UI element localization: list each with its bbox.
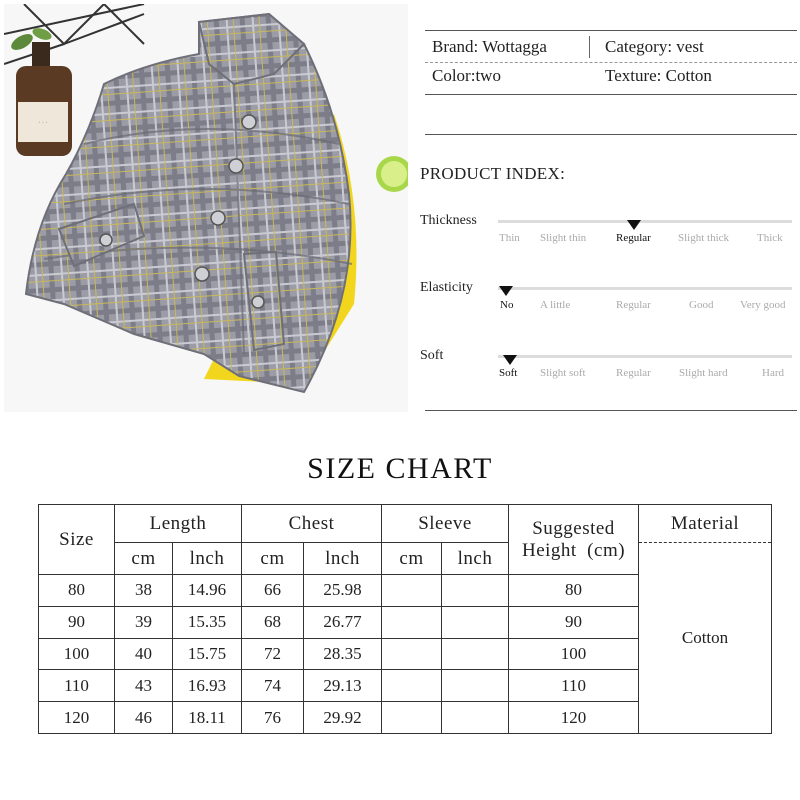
product-index-title: PRODUCT INDEX:	[420, 164, 566, 183]
length-inch-header: lnch	[173, 543, 242, 575]
soft-option: Regular	[616, 367, 651, 379]
size-cell: 80	[39, 575, 115, 607]
texture-text: Texture: Cotton	[605, 66, 712, 85]
elasticity-option: Good	[689, 299, 714, 311]
elasticity-marker-icon	[499, 286, 513, 296]
color-text: Color:two	[432, 66, 501, 85]
height-cell: 90	[509, 606, 639, 638]
thickness-option: Slight thick	[678, 232, 730, 244]
product-photo	[4, 4, 408, 412]
chest-cm-cell: 74	[242, 670, 304, 702]
chest-inch-cell: 28.35	[304, 638, 382, 670]
info-rule-index-bottom	[425, 410, 797, 411]
sleeve-inch-cell	[442, 575, 509, 607]
size-cell: 110	[39, 670, 115, 702]
soft-option: Hard	[762, 367, 784, 379]
sleeve-cm-cell	[382, 670, 442, 702]
chest-cm-cell: 76	[242, 702, 304, 734]
sleeve-header: Sleeve	[382, 505, 509, 543]
size-cell: 100	[39, 638, 115, 670]
length-cm-cell: 38	[115, 575, 173, 607]
soft-option: Slight soft	[540, 367, 586, 379]
category-text: Category: vest	[605, 37, 704, 56]
chest-cm-cell: 68	[242, 606, 304, 638]
thickness-option: Thin	[499, 232, 520, 244]
length-inch-cell: 18.11	[173, 702, 242, 734]
suggested-height-header	[509, 505, 639, 575]
svg-text:· · ·: · · ·	[38, 120, 48, 126]
thickness-option-selected: Regular	[616, 232, 651, 244]
sleeve-cm-cell	[382, 575, 442, 607]
length-cm-cell: 43	[115, 670, 173, 702]
thickness-option: Slight thin	[540, 232, 587, 244]
length-inch-cell: 16.93	[173, 670, 242, 702]
elasticity-option: Regular	[616, 299, 651, 311]
sleeve-inch-cell	[442, 702, 509, 734]
elasticity-option: Very good	[740, 299, 786, 311]
height-cm-label: Height (cm)	[521, 539, 626, 561]
elasticity-option: A little	[540, 299, 571, 311]
info-rule-index-top	[425, 134, 797, 135]
chest-inch-cell: 29.13	[304, 670, 382, 702]
chest-inch-header: lnch	[304, 543, 382, 575]
thickness-label: Thickness	[420, 213, 477, 228]
info-divider	[589, 36, 590, 58]
elasticity-label: Elasticity	[420, 280, 473, 295]
chest-cm-cell: 66	[242, 575, 304, 607]
bottle-illustration	[16, 42, 72, 156]
thickness-track	[498, 220, 792, 223]
length-cm-header: cm	[115, 543, 173, 575]
elasticity-track	[498, 287, 792, 290]
size-chart-title: SIZE CHART	[307, 452, 493, 485]
info-rule-top	[425, 30, 797, 31]
height-cell: 100	[509, 638, 639, 670]
size-cell: 120	[39, 702, 115, 734]
length-header: Length	[115, 505, 242, 543]
suggested-label: Suggested	[532, 517, 615, 539]
sleeve-inch-cell	[442, 606, 509, 638]
info-rule-mid	[425, 62, 797, 63]
unit-row	[39, 543, 772, 575]
size-cell: 90	[39, 606, 115, 638]
chest-inch-cell: 25.98	[304, 575, 382, 607]
thickness-marker-icon	[627, 220, 641, 230]
soft-track	[498, 355, 792, 358]
size-chart-table	[38, 504, 772, 734]
height-cell: 110	[509, 670, 639, 702]
chest-inch-cell: 26.77	[304, 606, 382, 638]
sleeve-cm-cell	[382, 638, 442, 670]
height-cell: 80	[509, 575, 639, 607]
sleeve-cm-cell	[382, 606, 442, 638]
length-cm-cell: 39	[115, 606, 173, 638]
chest-inch-cell: 29.92	[304, 702, 382, 734]
sleeve-inch-cell	[442, 638, 509, 670]
info-rule-bottom	[425, 94, 797, 95]
elasticity-option-selected: No	[500, 299, 514, 311]
soft-label: Soft	[420, 348, 444, 363]
material-value: Cotton	[639, 543, 772, 734]
length-inch-cell: 15.75	[173, 638, 242, 670]
length-inch-cell: 15.35	[173, 606, 242, 638]
sleeve-inch-header: lnch	[442, 543, 509, 575]
chest-cm-cell: 72	[242, 638, 304, 670]
length-cm-cell: 46	[115, 702, 173, 734]
size-header: Size	[39, 505, 115, 575]
sleeve-cm-header: cm	[382, 543, 442, 575]
header-row	[39, 505, 772, 543]
soft-option-selected: Soft	[499, 367, 518, 379]
length-cm-cell: 40	[115, 638, 173, 670]
chest-header: Chest	[242, 505, 382, 543]
thickness-option: Thick	[757, 232, 783, 244]
sleeve-inch-cell	[442, 670, 509, 702]
sleeve-cm-cell	[382, 702, 442, 734]
brand-text: Brand: Wottagga	[432, 37, 547, 56]
material-header: Material	[639, 505, 772, 543]
soft-option: Slight hard	[679, 367, 728, 379]
chest-cm-header: cm	[242, 543, 304, 575]
length-inch-cell: 14.96	[173, 575, 242, 607]
height-cell: 120	[509, 702, 639, 734]
soft-marker-icon	[503, 355, 517, 365]
